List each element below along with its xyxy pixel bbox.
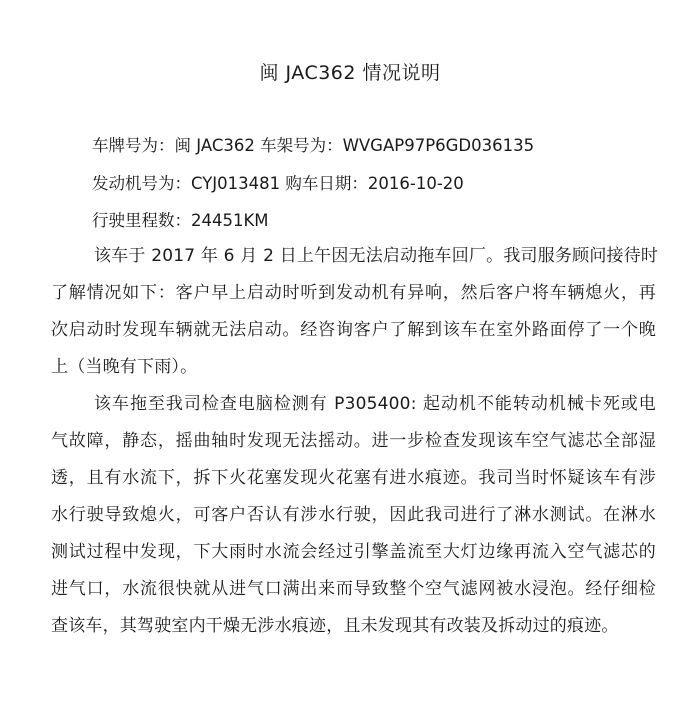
paragraph-line: 该车于 2017 年 6 月 2 日上午因无法启动拖车回厂。我司服务顾问接待时 bbox=[94, 246, 659, 266]
document-title: 闽 JAC362 情况说明 bbox=[259, 62, 441, 84]
paragraph-line: 上（当晚有下雨）。 bbox=[51, 357, 198, 377]
paragraph-line: 透，且有水流下，拆下火花塞发现火花塞有进水痕迹。我司当时怀疑该车有涉 bbox=[51, 468, 656, 488]
paragraph-intake bbox=[51, 238, 659, 386]
paragraph-line: 该车拖至我司检查电脑检测有 P305400: 起动机不能转动机械卡死或电 bbox=[94, 394, 656, 414]
plate-vin-line: 车牌号为：闽 JAC362 车架号为：WVGAP97P6GD036135 bbox=[92, 136, 535, 155]
mileage-line: 行驶里程数：24451KM bbox=[92, 211, 269, 230]
paragraph-line: 进气口，水流很快就从进气口满出来而导致整个空气滤网被水浸泡。经仔细检 bbox=[51, 579, 656, 599]
paragraph-line: 查该车，其驾驶室内干燥无涉水痕迹，且未发现其有改装及拆动过的痕迹。 bbox=[51, 616, 619, 636]
engine-purchase-date-line: 发动机号为：CYJ013481 购车日期：2016-10-20 bbox=[92, 174, 464, 193]
paragraph-inspection bbox=[51, 386, 656, 645]
paragraph-line: 次启动时发现车辆就无法启动。经咨询客户了解到该车在室外路面停了一个晚 bbox=[51, 320, 656, 340]
paragraph-line: 气故障，静态，摇曲轴时发现无法摇动。进一步检查发现该车空气滤芯全部湿 bbox=[51, 431, 656, 451]
paragraph-line: 测试过程中发现，下大雨时水流会经过引擎盖流至大灯边缘再流入空气滤芯的 bbox=[51, 542, 656, 562]
paragraph-line: 水行驶导致熄火，可客户否认有涉水行驶，因此我司进行了淋水测试。在淋水 bbox=[51, 505, 656, 525]
paragraph-line: 了解情况如下：客户早上启动时听到发动机有异响，然后客户将车辆熄火，再 bbox=[51, 283, 656, 303]
